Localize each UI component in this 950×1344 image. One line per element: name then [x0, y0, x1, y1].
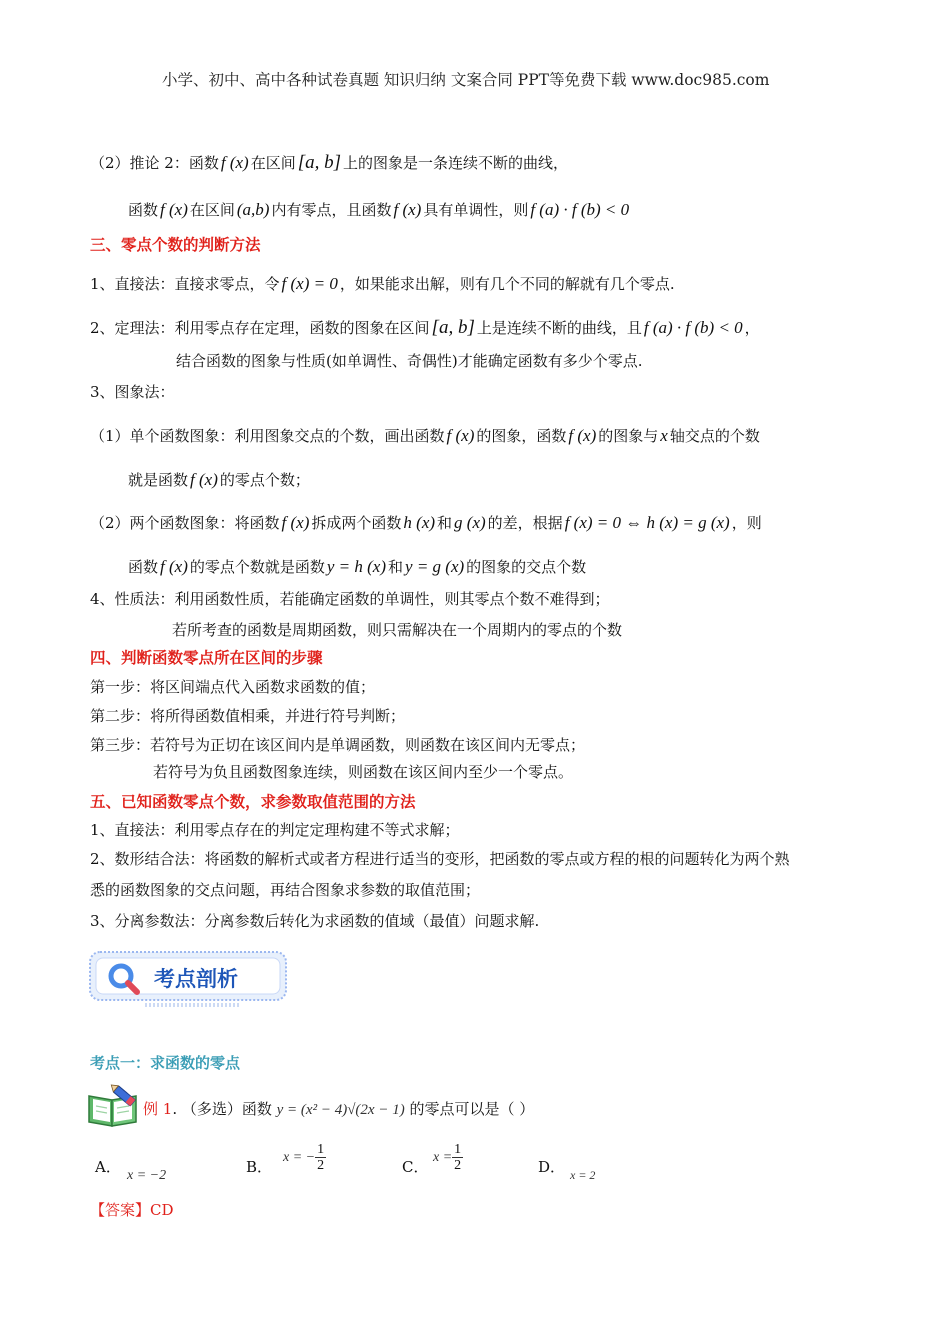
option-d-expr: x = 2: [570, 1168, 596, 1182]
text: . （多选）函数: [172, 1100, 272, 1118]
param-direct: 1、直接法：利用零点存在的判定定理构建不等式求解；: [90, 821, 460, 839]
topic-1-title: 考点一：求函数的零点: [90, 1054, 241, 1072]
math-fx: f (x): [220, 153, 249, 172]
step-2: 第二步：将所得函数值相乘，并进行符号判断；: [90, 707, 406, 725]
numerator: 1: [454, 1142, 462, 1157]
text: （2）推论 2：函数: [90, 154, 219, 172]
math-fx: f (x): [446, 426, 475, 445]
expr-prefix: x =: [433, 1149, 453, 1165]
text: 上是连续不断的曲线，且: [476, 319, 642, 337]
math-y-g: y = g (x): [405, 557, 465, 576]
text: 和: [437, 514, 453, 532]
option-a[interactable]: [95, 1156, 121, 1178]
option-letter: B．: [246, 1158, 273, 1176]
section-4-title: 四、判断函数零点所在区间的步骤: [90, 649, 323, 667]
param-graphical: 2、数形结合法：将函数的解析式或者方程进行适当的变形，把函数的零点或方程的根的问题转化为两个熟: [90, 850, 790, 868]
math-inequality: f (a) · f (b) < 0: [530, 200, 630, 219]
param-separation: 3、分离参数法：分离参数后转化为求函数的值域（最值）问题求解.: [90, 912, 540, 930]
option-b[interactable]: [246, 1156, 272, 1178]
step-3-line-2: 若符号为负且函数图象连续，则函数在该区间内至少一个零点。: [153, 763, 574, 781]
text: 就是函数: [128, 471, 189, 489]
text: （1）单个函数图象：利用图象交点的个数，画出函数: [90, 427, 445, 445]
text: 在区间: [250, 154, 296, 172]
fraction: [315, 1142, 326, 1173]
text: ，如果能求出解，则有几个不同的解就有几个零点.: [339, 275, 675, 293]
method-theorem-line-2: 结合函数的图象与性质(如单调性、奇偶性)才能确定函数有多少个零点.: [176, 352, 643, 370]
text: 的零点个数就是函数: [189, 558, 325, 576]
section-3-title: 三、零点个数的判断方法: [90, 236, 261, 254]
math-fx: f (x): [160, 200, 188, 219]
book-pencil-icon: [86, 1082, 140, 1128]
text: 和: [388, 558, 404, 576]
section-badge: [88, 948, 288, 1008]
corollary-line-1: [90, 152, 568, 174]
answer: [90, 1199, 174, 1220]
method-property-line-2: 若所考查的函数是周期函数，则只需解决在一个周期内的零点的个数: [172, 621, 623, 639]
section-5-title: 五、已知函数零点个数，求参数取值范围的方法: [90, 793, 416, 811]
math-fx: f (x): [281, 513, 310, 532]
text: 的零点个数；: [219, 471, 310, 489]
text: 拆成两个函数: [311, 514, 402, 532]
text: 轴交点的个数: [669, 427, 760, 445]
text: ，: [744, 319, 760, 337]
method-theorem: [90, 317, 760, 339]
text: 上的图象是一条连续不断的曲线，: [343, 154, 569, 172]
text: ，则: [731, 514, 762, 532]
magnifier-icon: [106, 962, 142, 996]
answer-value: CD: [150, 1201, 174, 1219]
denominator: 2: [317, 1158, 325, 1173]
math-x: x: [660, 426, 668, 445]
math-interval: [a, b]: [297, 152, 342, 173]
graph-double-line-2: [128, 556, 586, 578]
math-fx: f (x): [190, 470, 218, 489]
denominator: 2: [454, 1158, 462, 1173]
step-3: 第三步：若符号为正切在该区间内是单调函数，则函数在该区间内无零点；: [90, 736, 586, 754]
option-letter: D．: [538, 1158, 566, 1176]
graph-double: [90, 512, 762, 534]
math-y-h: y = h (x): [326, 557, 387, 576]
math-equivalence: f (x) = 0 ⇔ h (x) = g (x): [564, 513, 730, 532]
param-graphical-line-2: 悉的函数图象的交点问题，再结合图象求参数的取值范围；: [90, 881, 481, 899]
graph-single: [90, 425, 760, 447]
option-c[interactable]: [402, 1156, 428, 1178]
method-direct: [90, 273, 675, 295]
text: 2、定理法：利用零点存在定理，函数的图象在区间: [90, 319, 430, 337]
math-gx: g (x): [454, 513, 486, 532]
example-label: 例 1: [143, 1100, 173, 1118]
corollary-line-2: [128, 199, 631, 221]
text: 具有单调性，则: [423, 201, 529, 219]
text: 在区间: [189, 201, 235, 219]
option-b-expr: [283, 1142, 326, 1173]
method-property: 4、性质法：利用函数性质，若能确定函数的单调性，则其零点个数不难得到；: [90, 590, 610, 608]
text: 的零点可以是（ ）: [409, 1100, 535, 1118]
math-fx: f (x): [568, 426, 597, 445]
text: 的图象的交点个数: [466, 558, 587, 576]
text: 内有零点，且函数: [271, 201, 392, 219]
step-1: 第一步：将区间端点代入函数求函数的值；: [90, 678, 376, 696]
option-letter: C．: [402, 1158, 429, 1176]
option-d[interactable]: [538, 1156, 565, 1178]
expr-prefix: x = −: [283, 1149, 316, 1165]
text: 1、直接法：直接求零点，令: [90, 275, 280, 293]
math-interval: [a, b]: [431, 317, 475, 338]
text: 的差，根据: [487, 514, 563, 532]
example-1-stem: [143, 1098, 534, 1121]
math-fx: f (x): [393, 200, 422, 219]
method-graph: 3、图象法：: [90, 383, 175, 401]
math-eq: f (x) = 0: [281, 274, 338, 293]
math-inequality: f (a) · f (b) < 0: [643, 318, 743, 337]
option-c-expr: [433, 1142, 463, 1173]
text: 的图象，函数: [476, 427, 567, 445]
answer-label: 【答案】: [90, 1201, 151, 1219]
option-a-expr: x = −2: [127, 1168, 167, 1183]
numerator: 1: [317, 1142, 325, 1157]
fraction: [452, 1142, 463, 1173]
graph-single-line-2: [128, 469, 310, 491]
math-interval: (a,b): [236, 200, 270, 219]
text: 函数: [128, 201, 159, 219]
option-letter: A．: [95, 1158, 121, 1176]
math-hx: h (x): [403, 513, 436, 532]
badge-label: 考点剖析: [154, 967, 238, 991]
math-fx: f (x): [160, 557, 188, 576]
text: （2）两个函数图象：将函数: [90, 514, 280, 532]
text: 函数: [128, 558, 159, 576]
example-formula: y = (x² − 4)√(2x − 1): [276, 1102, 405, 1118]
text: 的图象与: [598, 427, 659, 445]
page-header: 小学、初中、高中各种试卷真题 知识归纳 文案合同 PPT等免费下载 www.doc985.com: [162, 71, 770, 89]
